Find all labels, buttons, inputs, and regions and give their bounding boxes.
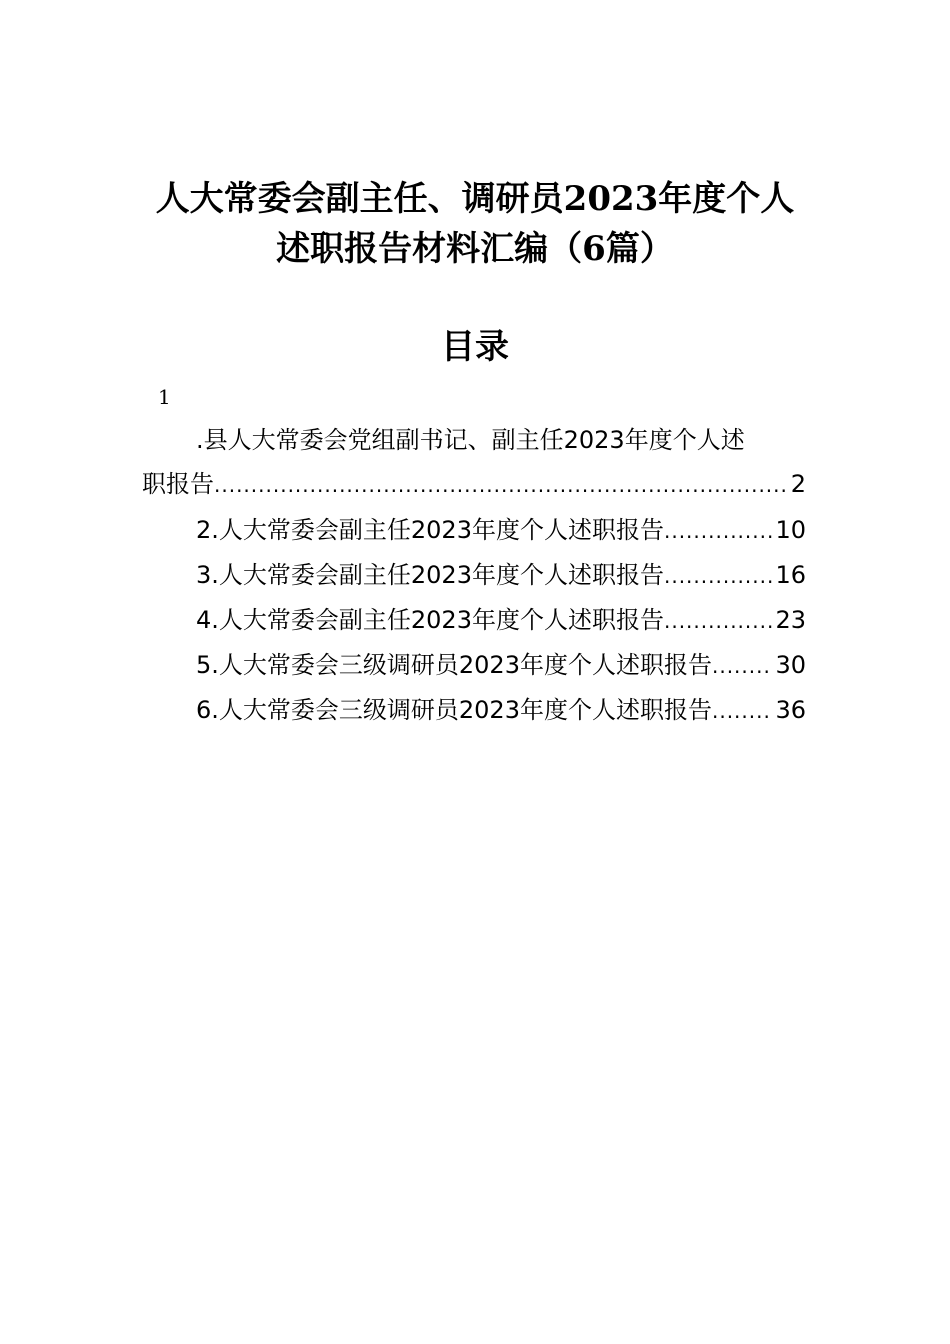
toc-page-number: 36 — [775, 696, 806, 724]
toc-page-number: 10 — [775, 516, 806, 544]
toc-entry-3[interactable] — [196, 553, 806, 598]
toc-dot-leader — [664, 554, 773, 598]
document-title-line-1: 人大常委会副主任、调研员2023年度个人 — [155, 179, 795, 219]
toc-entry-1-second-line[interactable] — [142, 462, 806, 507]
toc-entry-5[interactable] — [196, 643, 806, 688]
toc-dot-leader — [712, 689, 773, 733]
toc-entry-label: .县人大常委会党组副书记、副主任2023年度个人述 — [196, 426, 745, 454]
toc-entry-label: 6.人大常委会三级调研员2023年度个人述职报告 — [196, 696, 712, 724]
toc-entry-label: 3.人大常委会副主任2023年度个人述职报告 — [196, 561, 664, 589]
toc-dot-leader — [664, 509, 773, 553]
toc-page-number: 23 — [775, 606, 806, 634]
stray-list-number: 1 — [158, 385, 171, 409]
toc-entry-label: 4.人大常委会副主任2023年度个人述职报告 — [196, 606, 664, 634]
toc-page-number: 30 — [775, 651, 806, 679]
toc-page-number: 2 — [790, 470, 806, 498]
toc-entry-label: 职报告 — [142, 470, 214, 498]
toc-heading: 目录 — [441, 327, 509, 367]
document-title-line-2: 述职报告材料汇编（6篇） — [276, 229, 674, 269]
toc-entry-6[interactable] — [196, 688, 806, 733]
toc-dot-leader — [214, 463, 789, 507]
toc-entry-2[interactable] — [196, 508, 806, 553]
toc-entry-label: 2.人大常委会副主任2023年度个人述职报告 — [196, 516, 664, 544]
toc-page-number: 16 — [775, 561, 806, 589]
toc-entry-4[interactable] — [196, 598, 806, 643]
toc-entry-1-first-line[interactable] — [196, 418, 808, 462]
toc-dot-leader — [712, 644, 773, 688]
toc-entry-label: 5.人大常委会三级调研员2023年度个人述职报告 — [196, 651, 712, 679]
toc-dot-leader — [664, 599, 773, 643]
